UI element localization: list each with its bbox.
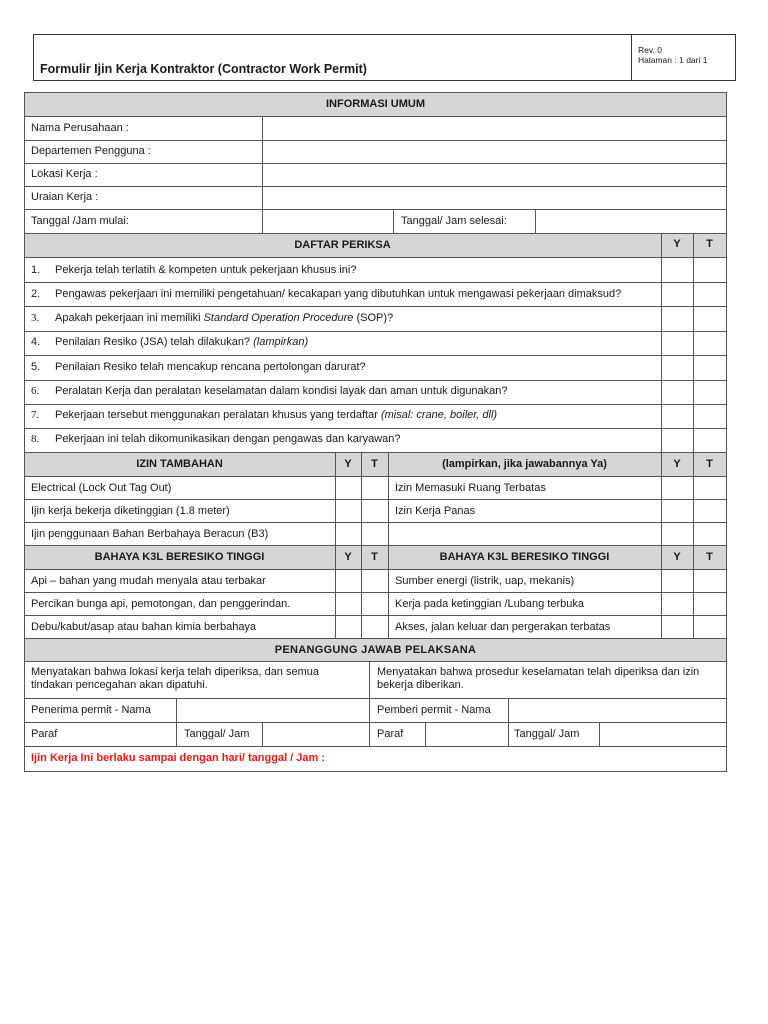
uraian-kerja-label: Uraian Kerja : <box>31 191 99 203</box>
checklist-3-t-cell[interactable] <box>694 307 726 331</box>
izin-ruang-terbatas: Izin Memasuki Ruang Terbatas <box>395 482 546 494</box>
bahaya-debu: Debu/kabut/asap atau bahan kimia berbahaya <box>31 621 257 633</box>
tanggal-selesai-label: Tanggal/ Jam selesai: <box>401 215 507 227</box>
checklist-8-t-cell[interactable] <box>694 429 726 452</box>
tanggal-penerima-label: Tanggal/ Jam <box>184 728 250 740</box>
tanggal-selesai-field[interactable] <box>536 210 726 233</box>
form-title: Formulir Ijin Kerja Kontraktor (Contractor Work Permit) <box>40 62 367 76</box>
checklist-text: Pekerja telah terlatih & kompeten untuk pekerjaan khusus ini? <box>55 264 357 276</box>
izin-tambahan-right-y-header: Y <box>673 458 681 470</box>
penerima-nama-field[interactable] <box>177 699 369 722</box>
penanggung-title: PENANGGUNG JAWAB PELAKSANA <box>274 644 477 656</box>
daftar-periksa-title: DAFTAR PERIKSA <box>294 239 391 251</box>
bahaya-ketinggian: Kerja pada ketinggian /Lubang terbuka <box>395 598 584 610</box>
penerima-nama-label: Penerima permit - Nama <box>31 704 151 716</box>
departemen-label: Departemen Pengguna : <box>31 145 151 157</box>
checklist-5-t-cell[interactable] <box>694 356 726 380</box>
bahaya-percikan: Percikan bunga api, pemotongan, dan penggerindan. <box>31 598 291 610</box>
checklist-text: Pekerjaan tersebut menggunakan peralatan khusus yang terdaftar (misal: crane, boiler, dll) <box>55 409 498 421</box>
daftar-periksa-y-header: Y <box>673 238 681 250</box>
checklist-8-y-cell[interactable] <box>662 429 693 452</box>
izin-tambahan-title: IZIN TAMBAHAN <box>136 458 223 470</box>
bahaya-akses: Akses, jalan keluar dan pergerakan terbatas <box>395 621 611 633</box>
checklist-2-y-cell[interactable] <box>662 283 693 306</box>
checklist-text: Pengawas pekerjaan ini memiliki pengetahuan/ kecakapan yang dibutuhkan untuk mengawasi pekerjaan dimaksud? <box>55 288 622 300</box>
informasi-umum-title: INFORMASI UMUM <box>326 98 425 110</box>
bahaya-right-title: BAHAYA K3L BERESIKO TINGGI <box>439 551 610 563</box>
izin-b3: Ijin penggunaan Bahan Berbahaya Beracun (B3) <box>31 528 269 540</box>
izin-kerja-panas: Izin Kerja Panas <box>395 505 476 517</box>
checklist-1-y-cell[interactable] <box>662 258 693 282</box>
checklist-text: Penilaian Resiko (JSA) telah dilakukan? (lampirkan) <box>55 336 309 348</box>
checklist-4-y-cell[interactable] <box>662 332 693 355</box>
tanggal-penerima-field[interactable] <box>263 723 369 746</box>
checklist-4-t-cell[interactable] <box>694 332 726 355</box>
checklist-1-t-cell[interactable] <box>694 258 726 282</box>
lokasi-kerja-label: Lokasi Kerja : <box>31 168 98 180</box>
tanggal-pemberi-field[interactable] <box>600 723 726 746</box>
paraf-pemberi-label: Paraf <box>377 728 404 740</box>
checklist-text: Apakah pekerjaan ini memiliki Standard Operation Procedure (SOP)? <box>55 312 394 324</box>
nama-perusahaan-field[interactable] <box>263 117 726 140</box>
checklist-number: 2. <box>31 288 41 300</box>
revision-info <box>638 45 707 65</box>
checklist-text: Peralatan Kerja dan peralatan keselamatan dalam kondisi layak dan aman untuk digunakan? <box>55 385 508 397</box>
checklist-5-y-cell[interactable] <box>662 356 693 380</box>
revision-number: Rev. 0 <box>638 45 662 55</box>
header-divider <box>631 35 632 81</box>
checklist-number: 3. <box>31 312 40 324</box>
tanggal-mulai-field[interactable] <box>263 210 393 233</box>
nama-perusahaan-label: Nama Perusahaan : <box>31 122 129 134</box>
penerima-statement: Menyatakan bahwa lokasi kerja telah diperiksa, dan semua tindakan pencegahan akan dipatuhi. <box>31 666 319 691</box>
bahaya-right-t-header: T <box>706 551 713 563</box>
checklist-number: 8. <box>31 433 40 445</box>
bahaya-api: Api – bahan yang mudah menyala atau terbakar <box>31 575 266 587</box>
izin-tambahan-right-t-header: T <box>706 458 713 470</box>
lokasi-kerja-field[interactable] <box>263 164 726 186</box>
pemberi-nama-label: Pemberi permit - Nama <box>377 704 491 716</box>
checklist-7-t-cell[interactable] <box>694 405 726 428</box>
izin-electrical: Electrical (Lock Out Tag Out) <box>31 482 172 494</box>
bahaya-sumber-energi: Sumber energi (listrik, uap, mekanis) <box>395 575 575 587</box>
tanggal-mulai-label: Tanggal /Jam mulai: <box>31 215 129 227</box>
paraf-penerima-label: Paraf <box>31 728 58 740</box>
validity-statement: Ijin Kerja Ini berlaku sampai dengan hari/ tanggal / Jam : <box>31 752 326 764</box>
checklist-number: 6. <box>31 385 40 397</box>
checklist-3-y-cell[interactable] <box>662 307 693 331</box>
izin-tambahan-y-header: Y <box>344 458 352 470</box>
form-header <box>33 34 736 81</box>
izin-tambahan-right-title: (lampirkan, jika jawabannya Ya) <box>442 458 607 470</box>
checklist-7-y-cell[interactable] <box>662 405 693 428</box>
checklist-number: 7. <box>31 409 40 421</box>
bahaya-left-t-header: T <box>371 551 378 563</box>
checklist-text: Pekerjaan ini telah dikomunikasikan dengan pengawas dan karyawan? <box>55 433 401 445</box>
izin-ketinggian: Ijin kerja bekerja diketinggian (1.8 meter) <box>31 505 230 517</box>
checklist-number: 4. <box>31 336 41 348</box>
uraian-kerja-field[interactable] <box>263 187 726 209</box>
bahaya-left-title: BAHAYA K3L BERESIKO TINGGI <box>94 551 265 563</box>
page-number: Halaman : 1 dari 1 <box>638 55 708 65</box>
bahaya-right-y-header: Y <box>673 551 681 563</box>
checklist-number: 5. <box>31 361 41 373</box>
izin-tambahan-t-header: T <box>371 458 378 470</box>
departemen-field[interactable] <box>263 141 726 163</box>
permit-form-table <box>24 92 727 772</box>
daftar-periksa-t-header: T <box>706 238 713 250</box>
checklist-6-y-cell[interactable] <box>662 381 693 404</box>
checklist-text: Penilaian Resiko telah mencakup rencana pertolongan darurat? <box>55 361 366 373</box>
bahaya-left-y-header: Y <box>344 551 352 563</box>
pemberi-nama-field[interactable] <box>509 699 726 722</box>
pemberi-statement: Menyatakan bahwa prosedur keselamatan telah diperiksa dan izin bekerja diberikan. <box>377 666 700 691</box>
paraf-pemberi-field[interactable] <box>426 723 508 746</box>
checklist-6-t-cell[interactable] <box>694 381 726 404</box>
checklist-number: 1. <box>31 264 41 276</box>
tanggal-pemberi-label: Tanggal/ Jam <box>514 728 580 740</box>
checklist-2-t-cell[interactable] <box>694 283 726 306</box>
